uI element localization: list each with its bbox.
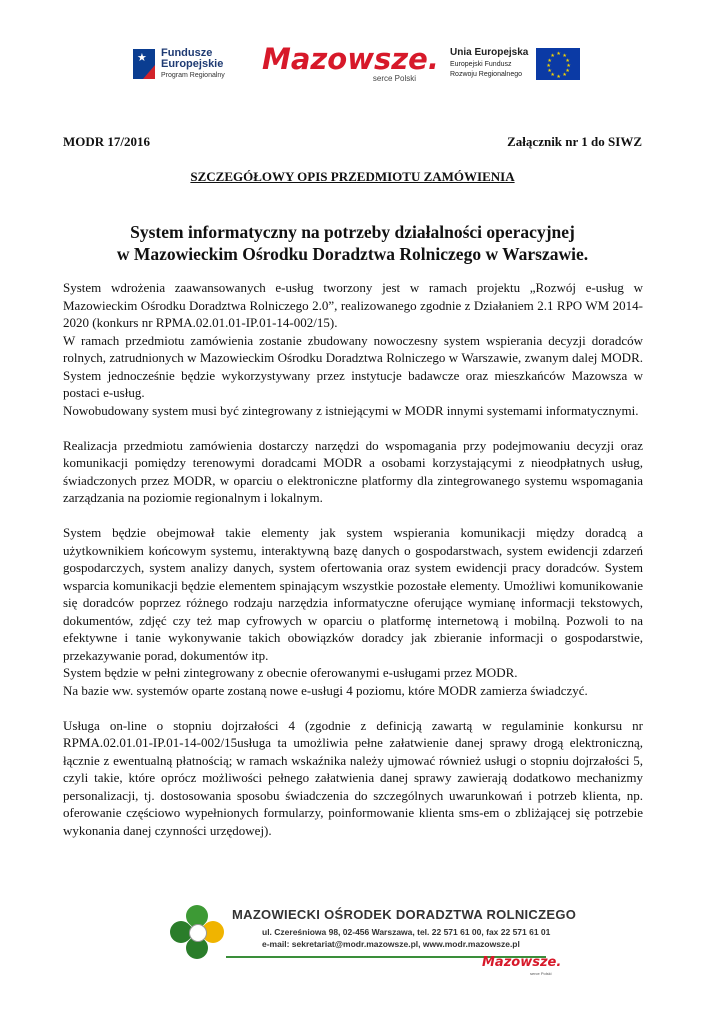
- main-title-line1: System informatyczny na potrzeby działalności operacyjnej: [130, 222, 575, 242]
- paragraph-gap: [63, 419, 643, 437]
- paragraph: Nowobudowany system musi być zintegrowany z istniejącymi w MODR innymi systemami informatycznymi.: [63, 402, 639, 418]
- mazowsze-logo: [262, 42, 439, 86]
- unia-europejska-logo: [450, 44, 595, 84]
- document-reference: MODR 17/2016: [63, 134, 151, 149]
- paragraph-gap: [63, 507, 643, 525]
- footer-email: e-mail: sekretariat@modr.mazowsze.pl, www.modr.mazowsze.pl: [262, 939, 520, 949]
- mazowsze-logo-tagline: serce Polski: [372, 74, 416, 83]
- footer-mazowsze-logo: Mazowsze.: [482, 955, 562, 970]
- footer-mazowsze-tagline: serce Polski: [530, 971, 552, 976]
- fe-logo-line3: Program Regionalny: [161, 71, 225, 79]
- fe-flag-icon: ★: [133, 49, 155, 79]
- document-body: [63, 279, 643, 839]
- paragraph: Realizacja przedmiotu zamówienia dostarczy narzędzi do wspomagania przy podejmowaniu decyzji oraz komunikacji pomiędzy terenowymi doradcami MODR a osobami korzystającymi z nieodpłatnych usług, świadczonych przez MODR, w oparciu o elektroniczne platformy dla zintegrowanego systemu wspomagania zarządzania na poziomie regionalnym i lokalnym.: [63, 437, 643, 505]
- paragraph: Usługa on-line o stopniu dojrzałości 4 (zgodnie z definicją zawartą w regulaminie konkursu nr RPMA.02.01.01-IP.01-14-002/15usługa ta umożliwia pełne załatwienie danej sprawy drogą elektroniczną, łącznie z ewentualną płatnością; w ramach wskaźnika należy ujmować również usługi o stopniu dojrzałości 5, czyli takie, które oprócz możliwości pełnego załatwienia danej sprawy zawierają dodatkowo mechanizmy personalizacji, tj. dostosowania sposobu świadczenia do szczególnych uwarunkowań i potrzeb klienta, np. oferowanie częściowo wypełnionych formularzy, poinformowanie klienta sms-em o zbliżającej się potrzebie wykonania danej czynności urzędowej).: [63, 717, 643, 838]
- ue-logo-line1: Unia Europejska: [450, 47, 529, 58]
- eu-flag-icon: ★ ★ ★ ★ ★ ★ ★ ★ ★ ★ ★ ★: [536, 48, 580, 80]
- main-title: [63, 221, 642, 265]
- spec-title: SZCZEGÓŁOWY OPIS PRZEDMIOTU ZAMÓWIENIA: [190, 169, 515, 184]
- ue-logo-line3: Rozwoju Regionalnego: [450, 71, 522, 78]
- fe-logo-line1: Fundusze: [161, 46, 213, 59]
- footer-address: ul. Czereśniowa 98, 02-456 Warszawa, tel. 22 571 61 00, fax 22 571 61 01: [262, 927, 551, 937]
- fundusze-europejskie-logo: [133, 44, 245, 84]
- paragraph: W ramach przedmiotu zamówienia zostanie zbudowany nowoczesny system wspierania decyzji doradców rolnych, zatrudnionych w Mazowieckim Ośrodku Doradztwa Rolniczego w Warszawie, zwanym dalej MODR. System jednocześnie będzie wykorzystywany przez instytucje badawcze oraz mieszkańców Mazowsza w postaci e-usług.: [63, 332, 643, 400]
- paragraph: System będzie obejmował takie elementy jak system wspierania komunikacji między doradcą a użytkownikiem końcowym systemu, interaktywną bazę danych o gospodarstwach, system ewidencji zdarzeń gospodarczych, system analizy danych, system ofertowania oraz system ewidencji pracy doradców. System wsparcia komunikacji będzie elementem spinającym wszystkie pozostałe elementy. Umożliwi komunikowanie się doradców poprzez różnego rodzaju narzędzia informatyczne oferujące wymianę informacji tekstowych, dokumentów, zdjęć czy też map cyfrowych w oparciu o platformę internetową i mobilną. Pozwoli to na efektywne i tanie wykonywanie takich obowiązków doradcy jak zbieranie informacji o gospodarstwie, przekazywanie porad, dokumentów itp.: [63, 525, 643, 663]
- main-title-line2: w Mazowieckim Ośrodku Doradztwa Rolniczego w Warszawie.: [116, 244, 589, 264]
- ue-logo-line2: Europejski Fundusz: [450, 61, 512, 68]
- fe-logo-line2: Europejskie: [161, 57, 224, 70]
- modr-clover-logo-icon: [170, 905, 224, 959]
- mazowsze-logo-word: Mazowsze.: [262, 42, 439, 76]
- footer: [170, 905, 590, 975]
- paragraph-gap: [63, 699, 643, 717]
- paragraph: Na bazie ww. systemów oparte zostaną nowe e-usługi 4 poziomu, które MODR zamierza świadczyć.: [63, 682, 588, 698]
- paragraph: System będzie w pełni zintegrowany z obecnie oferowanymi e-usługami przez MODR.: [63, 665, 518, 680]
- footer-org-name: MAZOWIECKI OŚRODEK DORADZTWA ROLNICZEGO: [232, 907, 577, 922]
- annex-label: Załącznik nr 1 do SIWZ: [507, 134, 642, 149]
- paragraph: System wdrożenia zaawansowanych e-usług tworzony jest w ramach projektu „Rozwój e-usług w Mazowieckim Ośrodku Doradztwa Rolniczego 2.0”, realizowanego zgodnie z Działaniem 2.1 RPO WM 2014-2020 (konkurs nr RPMA.02.01.01-IP.01-14-002/15).: [63, 280, 643, 330]
